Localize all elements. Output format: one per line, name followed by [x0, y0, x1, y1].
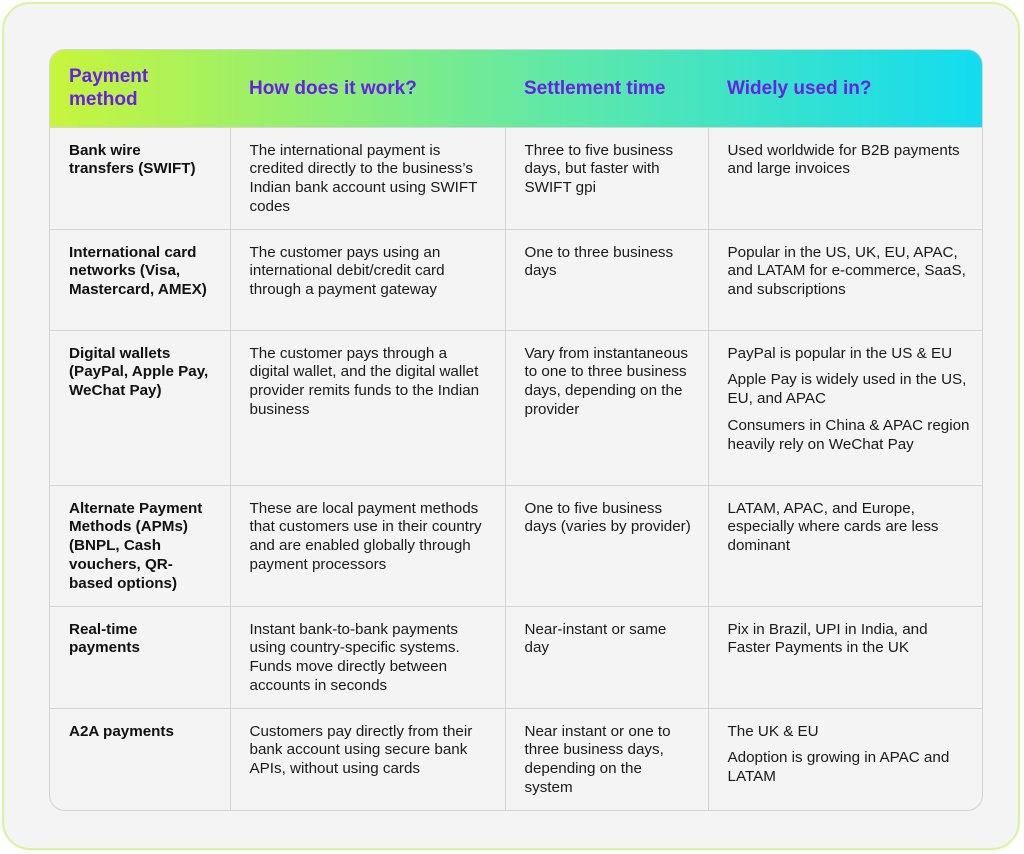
cell-used — [708, 708, 983, 811]
cell-used — [708, 485, 983, 606]
table-row — [50, 229, 983, 330]
cell-method: Bank wire transfers (SWIFT) — [50, 127, 230, 229]
cell-how: The customer pays using an international debit/credit card through a payment gateway — [230, 229, 505, 330]
cell-used-line: Apple Pay is widely used in the US, EU, and APAC — [727, 371, 967, 408]
cell-how: Customers pay directly from their bank account using secure bank APIs, without using cards — [230, 708, 505, 811]
cell-used-line: Popular in the US, UK, EU, APAC, and LATAM for e-commerce, SaaS, and subscriptions — [727, 243, 966, 299]
cell-how: Instant bank-to-bank payments using country-specific systems. Funds move directly between accounts in seconds — [230, 606, 505, 708]
table-row — [50, 606, 983, 708]
payment-methods-table-card — [49, 49, 983, 811]
cell-used — [708, 229, 983, 330]
cell-how: These are local payment methods that customers use in their country and are enabled globally through payment processors — [230, 485, 505, 606]
table-header-row — [50, 50, 983, 127]
cell-used — [708, 606, 983, 708]
table-row — [50, 330, 983, 485]
cell-method: Digital wallets (PayPal, Apple Pay, WeChat Pay) — [50, 330, 230, 485]
table-row — [50, 485, 983, 606]
header-widely-used-in: Widely used in? — [727, 77, 872, 99]
cell-time: One to three business days — [505, 229, 708, 330]
cell-time: Three to five business days, but faster with SWIFT gpi — [505, 127, 708, 229]
cell-method: A2A payments — [50, 708, 230, 811]
cell-used-line: Used worldwide for B2B payments and large invoices — [727, 141, 960, 178]
cell-time: Near-instant or same day — [505, 606, 708, 708]
table-row — [50, 708, 983, 811]
cell-how: The customer pays through a digital wallet, and the digital wallet provider remits funds to the Indian business — [230, 330, 505, 485]
cell-used-line: Adoption is growing in APAC and LATAM — [727, 749, 950, 786]
payment-methods-table — [50, 50, 983, 811]
table-row — [50, 127, 983, 229]
cell-method: Real-time payments — [50, 606, 230, 708]
cell-used — [708, 330, 983, 485]
cell-used-line: Consumers in China & APAC region heavily rely on WeChat Pay — [727, 416, 970, 453]
cell-used-line: The UK & EU — [727, 722, 819, 740]
cell-used — [708, 127, 983, 229]
header-payment-method: Payment method — [69, 66, 149, 111]
cell-used-line: PayPal is popular in the US & EU — [727, 344, 953, 362]
cell-method: Alternate Payment Methods (APMs) (BNPL, Cash vouchers, QR-based options) — [50, 485, 230, 606]
outer-frame — [2, 2, 1020, 850]
cell-time: Near instant or one to three business days, depending on the system — [505, 708, 708, 811]
cell-used-line: LATAM, APAC, and Europe, especially where cards are less dominant — [727, 499, 939, 555]
header-how-it-works: How does it work? — [249, 77, 417, 99]
cell-used-line: Pix in Brazil, UPI in India, and Faster Payments in the UK — [727, 620, 928, 657]
header-settlement-time: Settlement time — [524, 77, 666, 99]
cell-time: Vary from instantaneous to one to three business days, depending on the provider — [505, 330, 708, 485]
cell-method: International card networks (Visa, Mastercard, AMEX) — [50, 229, 230, 330]
cell-how: The international payment is credited directly to the business’s Indian bank account using SWIFT codes — [230, 127, 505, 229]
cell-time: One to five business days (varies by provider) — [505, 485, 708, 606]
